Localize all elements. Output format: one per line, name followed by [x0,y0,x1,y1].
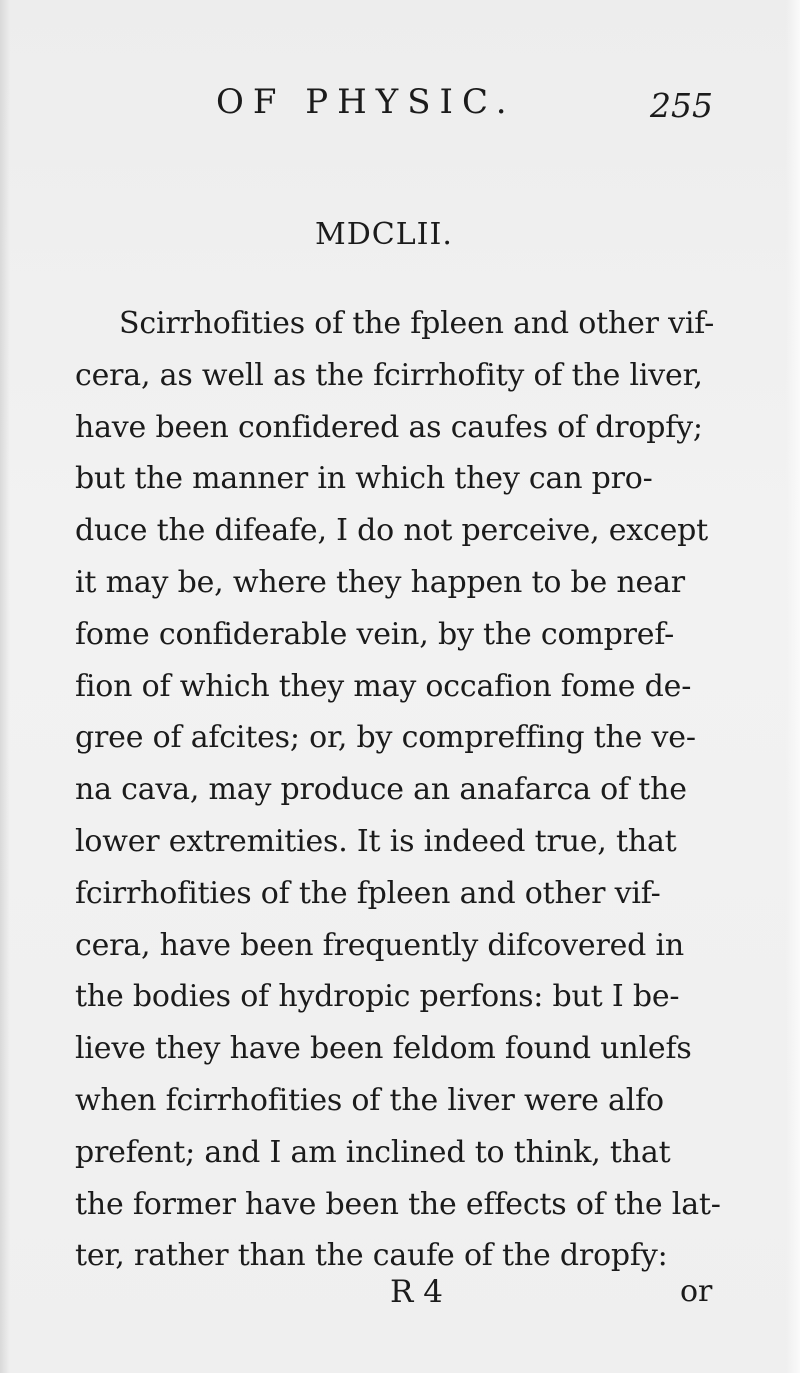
text-line: when fcirrhofities of the liver were alfo [75,1082,664,1118]
running-head-title: OF PHYSIC. [216,82,516,122]
text-line: gree of afcites; or, by compreffing the ve- [75,720,696,756]
text-line: cera, have been frequently difcovered in [75,927,685,963]
text-line: but the manner in which they can pro- [75,461,653,497]
text-line: cera, as well as the fcirrhofity of the liver, [75,357,703,393]
page-number: 255 [650,86,713,125]
text-line: it may be, where they happen to be near [75,564,685,600]
text-line: fion of which they may occafion fome de- [75,668,692,704]
text-line: fcirrhofities of the fpleen and other vif- [75,875,661,911]
text-line: lower extremities. It is indeed true, that [75,823,677,859]
catchword: or [680,1274,713,1309]
text-line: Scirrhofities of the fpleen and other vif- [119,306,715,341]
section-number: MDCLII. [315,217,453,252]
text-line: duce the difeafe, I do not perceive, except [75,513,709,549]
text-line: ter, rather than the caufe of the dropfy: [75,1238,668,1274]
page-gutter-shadow [0,0,10,1373]
body-paragraph [75,298,721,1282]
text-line: prefent; and I am inclined to think, that [75,1134,671,1170]
page-outer-edge [786,0,800,1373]
text-line: fome confiderable vein, by the compref- [75,616,675,652]
text-line: the bodies of hydropic perfons: but I be- [75,979,680,1015]
signature-mark: R 4 [390,1274,443,1310]
text-line: lieve they have been feldom found unlefs [75,1031,692,1067]
text-line: the former have been the effects of the lat- [75,1186,721,1222]
text-line: na cava, may produce an anafarca of the [75,772,687,808]
text-line: have been confidered as caufes of dropfy; [75,409,703,445]
